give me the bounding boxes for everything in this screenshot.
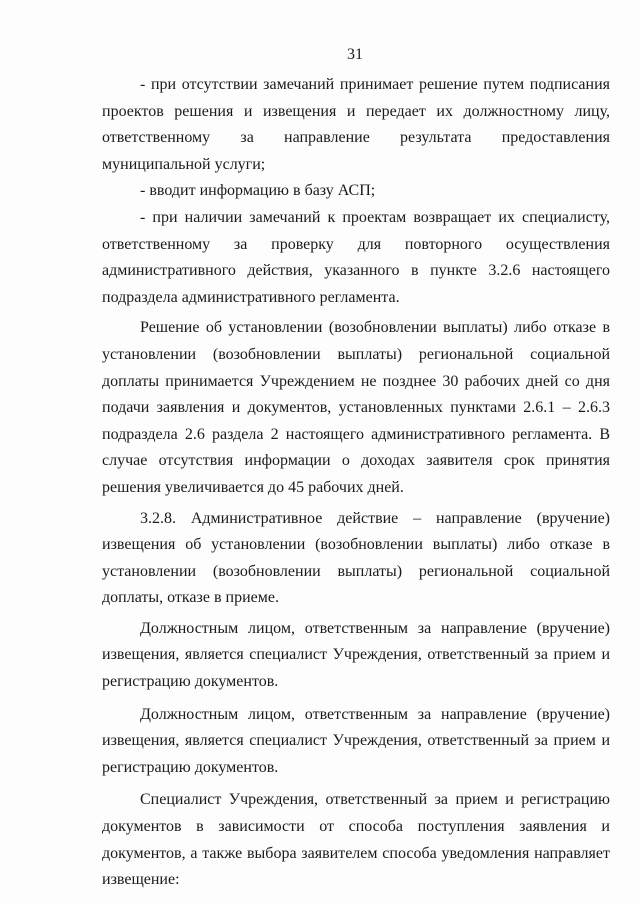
paragraph-8: Специалист Учреждения, ответственный за прием и регистрацию документов в зависимости от способа поступления заявления и документов, а также выбора заявителем способа уведомления направляет извещение: <box>102 791 610 889</box>
paragraph-6: Должностным лицом, ответственным за направление (вручение) извещения, является специалист Учреждения, ответственный за прием и регистрацию документов. <box>102 619 610 691</box>
paragraph-7: Должностным лицом, ответственным за направление (вручение) извещения, является специалист Учреждения, ответственный за прием и регистрацию документов. <box>102 705 610 776</box>
paragraph-1: - при отсутствии замечаний принимает решение путем подписания проектов решения и извещения и передает их должностному лицу, ответственному за направление результата предоставления муниципальной услуги; <box>102 76 610 173</box>
paragraph-3: - при наличии замечаний к проектам возвращает их специалисту, ответственному за проверку для повторного осуществления административного действия, указанного в пункте 3.2.6 настоящего подраздела административного регламента. <box>102 208 610 306</box>
document-body <box>102 72 610 894</box>
paragraph-2: - вводит информацию в базу АСП; <box>140 182 376 200</box>
paragraph-5: 3.2.8. Административное действие – направление (вручение) извещения об установлении (возобновлении выплаты) либо отказе в установлении (возобновлении выплаты) региональной социальной доплаты, отказе в приеме. <box>102 509 610 607</box>
page-number: 31 <box>347 46 363 63</box>
paragraph-4: Решение об установлении (возобновлении выплаты) либо отказе в установлении (возобновлении выплаты) региональной социальной доплаты принимается Учреждением не позднее 30 рабочих дней со дня подачи заявления и документов, установленных пунктами 2.6.1 – 2.6.3 подраздела 2.6 раздела 2 настоящего административного регламента. В случае отсутствия информации о доходах заявителя срок принятия решения увеличивается до 45 рабочих дней. <box>102 319 610 496</box>
